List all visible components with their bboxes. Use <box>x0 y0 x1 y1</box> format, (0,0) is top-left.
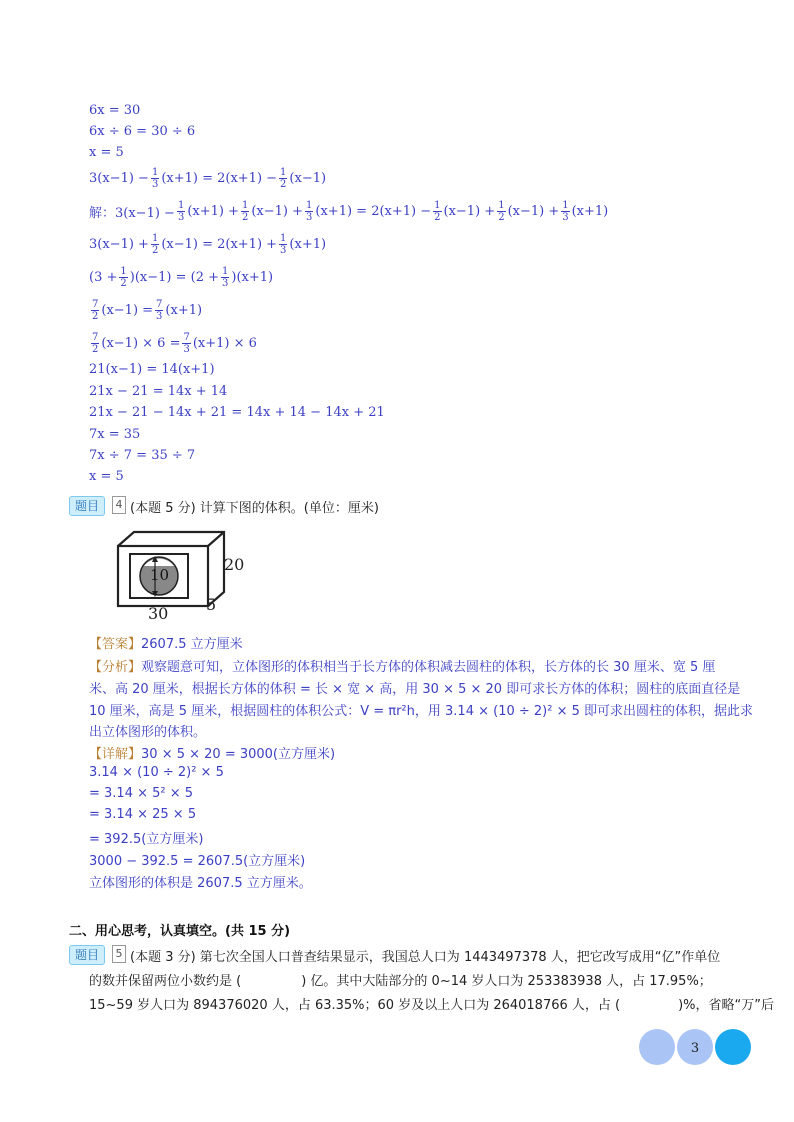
page-number-badge <box>639 1029 751 1065</box>
question-tag: 题目 <box>69 496 105 516</box>
question-text: (本题 5 分) 计算下图的体积。(单位：厘米) <box>130 501 379 516</box>
equation-line: 3(x−1) + $\frac{1}{2}$ (x−1) = 2(x+1) + $\frac{1}{3}$ (x+1) <box>89 232 327 256</box>
equation-line: $\frac{7}{2}$ (x−1) × 6 = $\frac{7}{3}$ (x+1) × 6 <box>92 331 257 355</box>
equation-line: 21(x−1) = 14(x+1) <box>89 362 215 377</box>
equation-line: x = 5 <box>89 469 124 484</box>
question-text: 15~59 岁人口为 894376020 人，占 63.35%；60 岁及以上人口为 264018766 人，占 ( )%，省略“万”后 <box>89 998 775 1013</box>
question-text: 的数并保留两位小数约是 ( ) 亿。其中大陆部分的 0~14 岁人口为 253383938 人，占 17.95%； <box>89 974 712 989</box>
question-tag: 题目 <box>69 945 105 965</box>
analysis-line: 米、高 20 厘米，根据长方体的体积 = 长 × 宽 × 高，用 30 × 5 × 20 即可求长方体的体积；圆柱的底面直径是 <box>89 682 741 697</box>
equation-line: 7x = 35 <box>89 427 141 442</box>
equation-line: (3 + $\frac{1}{2}$ )(x−1) = (2 + $\frac{1}{3}$ )(x+1) <box>89 265 274 289</box>
answer-line: 【答案】2607.5 立方厘米 <box>89 637 243 652</box>
height-label: 20 <box>224 555 245 574</box>
analysis-line: 出立体图形的体积。 <box>89 725 207 740</box>
detail-line: 【详解】30 × 5 × 20 = 3000(立方厘米) <box>89 747 336 762</box>
solution-line: x = 5 <box>89 145 124 160</box>
equation-line: 3(x−1) − $\frac{1}{3}$ (x+1) = 2(x+1) − $\frac{1}{2}$ (x−1) <box>89 166 327 190</box>
question-number: 5 <box>112 945 126 963</box>
analysis-line: 10 厘米，高是 5 厘米，根据圆柱的体积公式：V = πr²h，用 3.14 × (10 ÷ 2)² × 5 即可求出圆柱的体积，据此求 <box>89 704 754 719</box>
detail-line: 3000 − 392.5 = 2607.5(立方厘米) <box>89 854 306 869</box>
question-number: 4 <box>112 496 126 514</box>
detail-line: 3.14 × (10 ÷ 2)² × 5 <box>89 765 224 780</box>
solution-line: 6x = 30 <box>89 103 141 118</box>
detail-line: = 392.5(立方厘米) <box>89 832 204 847</box>
length-label: 30 <box>148 604 169 623</box>
diameter-label: 10 <box>150 566 170 584</box>
equation-line: 7x ÷ 7 = 35 ÷ 7 <box>89 448 196 463</box>
equation-line: 21x − 21 = 14x + 14 <box>89 384 228 399</box>
solution-line: 6x ÷ 6 = 30 ÷ 6 <box>89 124 196 139</box>
detail-line: 立体图形的体积是 2607.5 立方厘米。 <box>89 876 312 891</box>
equation-line: 解：3(x−1) − $\frac{1}{3}$ (x+1) + $\frac{1}{2}$ (x−1) + $\frac{1}{3}$ (x+1) = 2(x+1) − $\frac{1}{2}$ (x−1) + $\frac{1}{2}$ (x−1) + $\frac{1}{3}$ (x+1) <box>89 199 609 223</box>
analysis-line: 【分析】观察题意可知，立体图形的体积相当于长方体的体积减去圆柱的体积，长方体的长 30 厘米、宽 5 厘 <box>89 660 716 675</box>
cuboid-figure <box>110 528 260 623</box>
detail-line: = 3.14 × 5² × 5 <box>89 786 194 801</box>
section-title: 二、用心思考，认真填空。(共 15 分) <box>69 924 291 939</box>
equation-line: $\frac{7}{2}$ (x−1) = $\frac{7}{3}$ (x+1) <box>92 298 203 322</box>
equation-line: 21x − 21 − 14x + 21 = 14x + 14 − 14x + 21 <box>89 405 385 420</box>
page-number: 3 <box>690 1041 700 1056</box>
detail-line: = 3.14 × 25 × 5 <box>89 807 197 822</box>
question-text: (本题 3 分) 第七次全国人口普查结果显示，我国总人口为 1443497378 人，把它改写成用“亿”作单位 <box>130 950 721 965</box>
depth-label: 5 <box>206 595 217 614</box>
